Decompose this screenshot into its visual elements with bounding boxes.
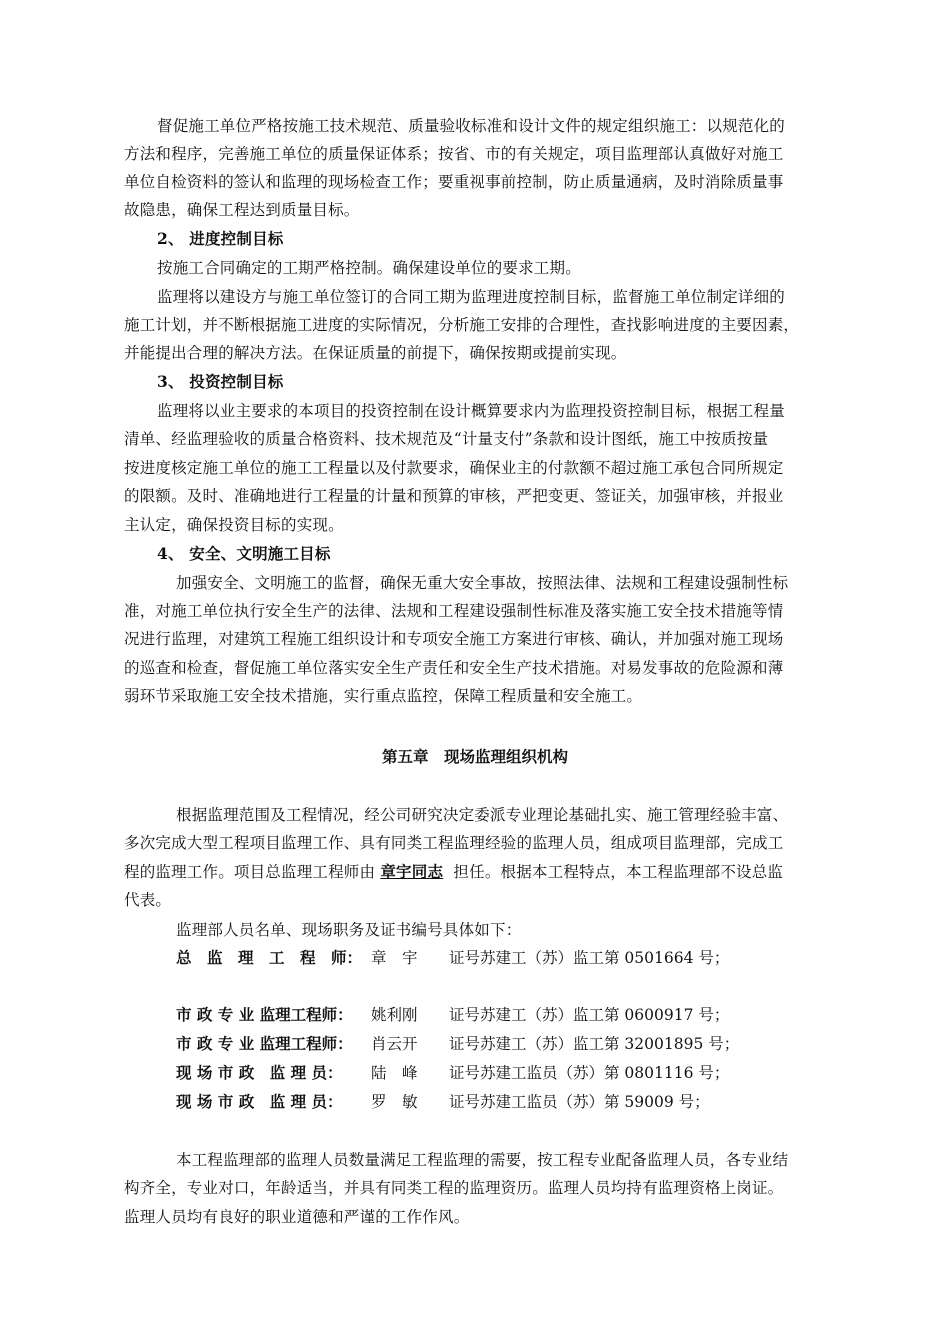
paragraph-line: 按进度核定施工单位的施工工程量以及付款要求，确保业主的付款额不超过施工承包合同所规定	[124, 459, 784, 477]
paragraph-line: 准，对施工单位执行安全生产的法律、法规和工程建设强制性标准及落实施工安全技术措施等情	[124, 602, 784, 620]
paragraph-line: 故隐患，确保工程达到质量目标。	[124, 201, 360, 219]
paragraph-line-chief	[124, 862, 783, 882]
section-heading-safety: 4、 安全、文明施工目标	[157, 544, 331, 563]
staff-cert: 证号苏建工监员（苏）第 59009 号；	[449, 1093, 710, 1111]
staff-cert: 证号苏建工（苏）监工第 32001895 号；	[449, 1035, 740, 1053]
staff-role: 市 政 专 业 监理工程师：	[176, 1034, 353, 1053]
paragraph-line: 构齐全，专业对口，年龄适当，并具有同类工程的监理资历。监理人员均持有监理资格上岗证。	[124, 1179, 784, 1197]
paragraph-line: 弱环节采取施工安全技术措施，实行重点监控，保障工程质量和安全施工。	[124, 687, 643, 705]
paragraph-line: 本工程监理部的监理人员数量满足工程监理的需要，按工程专业配备监理人员，各专业结	[176, 1151, 789, 1169]
staff-name: 肖云开	[371, 1035, 418, 1053]
paragraph-line: 多次完成大型工程项目监理工作、具有同类工程监理经验的监理人员，组成项目监理部，完成工	[124, 834, 784, 852]
list-intro: 监理部人员名单、现场职务及证书编号具体如下：	[176, 921, 522, 939]
staff-row	[176, 1063, 729, 1083]
paragraph-line: 况进行监理，对建筑工程施工组织设计和专项安全施工方案进行审核、确认，并加强对施工现场	[124, 630, 784, 648]
staff-name: 陆 峰	[371, 1064, 418, 1082]
staff-name: 姚利刚	[371, 1006, 418, 1024]
paragraph-line: 单位自检资料的签认和监理的现场检查工作；要重视事前控制，防止质量通病，及时消除质量事	[124, 173, 784, 191]
staff-row	[176, 1005, 729, 1025]
section-heading-schedule: 2、 进度控制目标	[157, 229, 284, 248]
paragraph-line: 代表。	[124, 891, 172, 909]
chapter-title: 第五章 现场监理组织机构	[381, 747, 568, 766]
staff-cert: 证号苏建工（苏）监工第 0600917 号；	[449, 1006, 730, 1024]
staff-row	[176, 1034, 739, 1054]
staff-role: 现 场 市 政 监 理 员：	[176, 1063, 343, 1082]
section-heading-investment: 3、 投资控制目标	[157, 372, 284, 391]
paragraph-line: 监理将以建设方与施工单位签订的合同工期为监理进度控制目标，监督施工单位制定详细的	[157, 288, 786, 306]
paragraph-line: 监理将以业主要求的本项目的投资控制在设计概算要求内为监理投资控制目标，根据工程量	[157, 402, 786, 420]
staff-cert: 证号苏建工（苏）监工第 0501664 号；	[449, 949, 730, 967]
paragraph-line: 加强安全、文明施工的监督，确保无重大安全事故，按照法律、法规和工程建设强制性标	[176, 574, 789, 592]
line-pre-text: 程的监理工作。项目总监理工程师由	[124, 863, 381, 881]
paragraph-line: 按施工合同确定的工期严格控制。确保建设单位的要求工期。	[157, 259, 581, 277]
staff-cert: 证号苏建工监员（苏）第 0801116 号；	[449, 1064, 730, 1082]
paragraph-line: 主认定，确保投资目标的实现。	[124, 516, 344, 534]
staff-role: 总 监 理 工 程 师：	[176, 948, 363, 967]
paragraph-line: 督促施工单位严格按施工技术规范、质量验收标准和设计文件的规定组织施工：以规范化的	[157, 117, 786, 135]
paragraph-line: 施工计划，并不断根据施工进度的实际情况，分析施工安排的合理性，查找影响进度的主要因素，	[124, 316, 800, 334]
paragraph-line: 并能提出合理的解决方法。在保证质量的前提下，确保按期或提前实现。	[124, 344, 627, 362]
paragraph-line: 的巡查和检查，督促施工单位落实安全生产责任和安全生产技术措施。对易发事故的危险源和薄	[124, 659, 784, 677]
line-post-text: 担任。根据本工程特点，本工程监理部不设总监	[453, 863, 784, 881]
staff-name: 罗 敏	[371, 1093, 418, 1111]
paragraph-line: 监理人员均有良好的职业道德和严谨的工作作风。	[124, 1208, 470, 1226]
paragraph-line: 的限额。及时、准确地进行工程量的计量和预算的审核，严把变更、签证关，加强审核，并报业	[124, 487, 784, 505]
chief-engineer-name: 章宇同志	[380, 862, 444, 881]
paragraph-line: 根据监理范围及工程情况，经公司研究决定委派专业理论基础扎实、施工管理经验丰富、	[176, 806, 789, 824]
staff-role: 市 政 专 业 监理工程师：	[176, 1005, 353, 1024]
staff-row	[176, 1092, 710, 1112]
paragraph-line: 清单、经监理验收的质量合格资料、技术规范及“计量支付”条款和设计图纸，施工中按质按量	[124, 430, 769, 448]
staff-role: 现 场 市 政 监 理 员：	[176, 1092, 343, 1111]
staff-row	[176, 948, 729, 968]
paragraph-line: 方法和程序，完善施工单位的质量保证体系；按省、市的有关规定，项目监理部认真做好对施工	[124, 145, 784, 163]
staff-name: 章 宇	[371, 949, 418, 967]
